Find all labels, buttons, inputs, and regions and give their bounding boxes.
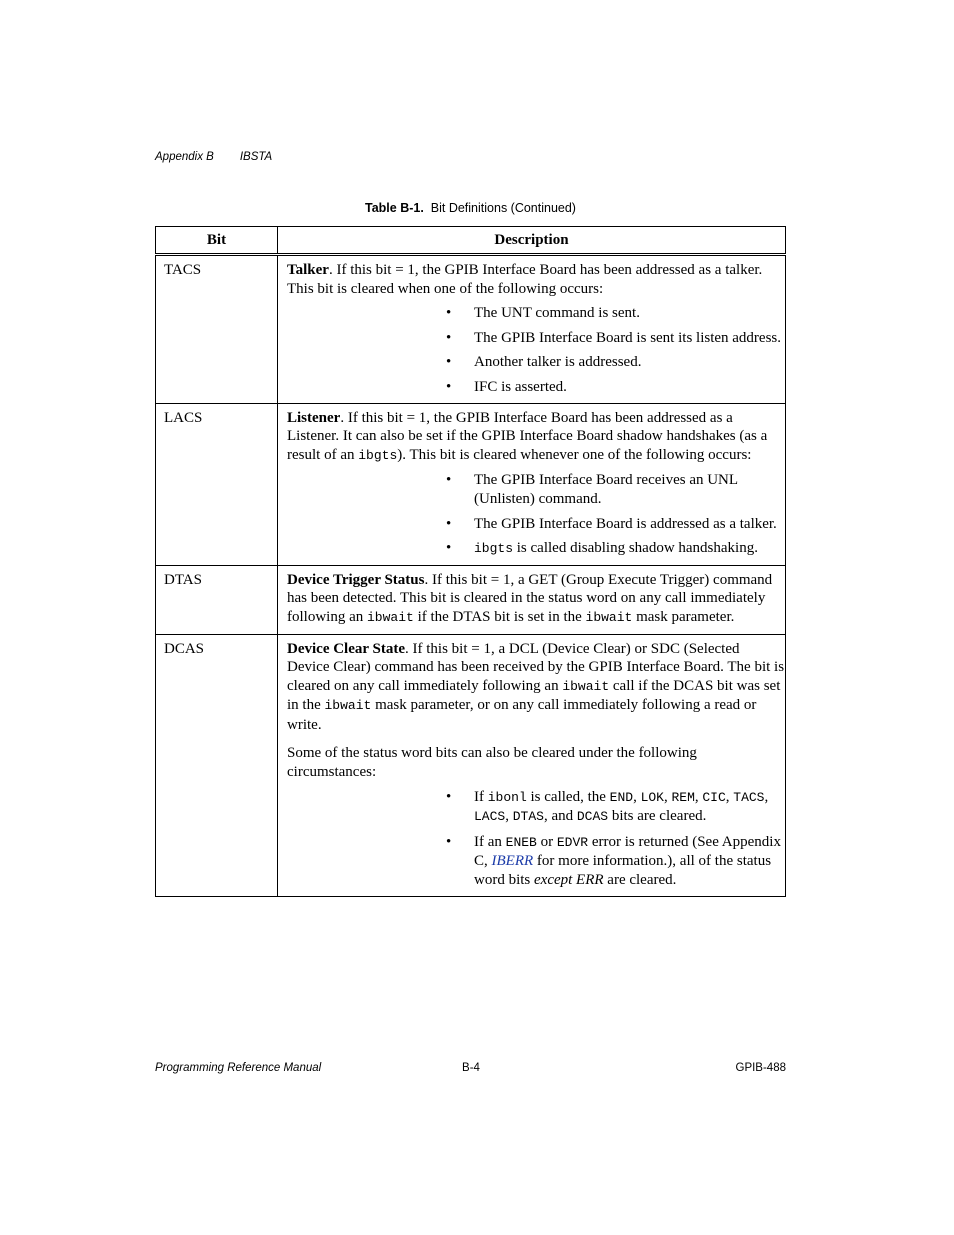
description-paragraph: Some of the status word bits can also be cleared under the following circumstances: [287,745,697,781]
description-cell [278,403,786,565]
description-text: . If this bit = 1, the GPIB Interface Board has been addressed as a Listener. It can also be set if the GPIB Interface Board shadow handshakes (as a result of an [287,409,768,463]
description-text: . If this bit = 1, a GET (Group Execute Trigger) command has been detected. This bit is cleared in the status word on any call immediately following an [287,571,773,625]
list-item-text: error is returned (See Appendix C, [474,833,781,870]
bullet-list [287,304,785,396]
code-lacs: LACS [474,809,506,825]
code-ibwait: ibwait [367,609,414,625]
bullet-list [287,471,785,558]
code-ibwait: ibwait [585,609,633,625]
separator: , [694,788,703,805]
table-row-dtas [156,565,786,634]
list-item: • Another talker is addressed. [474,353,785,372]
code-dcas: DCAS [576,809,609,825]
list-item-text: or [536,833,557,850]
list-item [474,833,785,890]
description-paragraph [287,409,785,466]
code-ibonl: ibonl [487,789,527,805]
description-cell [278,634,786,896]
code-lok: LOK [640,789,664,805]
list-item: • IFC is asserted. [474,378,785,397]
bit-cell: DCAS [156,634,278,896]
emphasis-text: except ERR [534,872,604,889]
description-text: mask parameter, or on any call immediately following a read or write. [287,697,757,733]
description-text: ). This bit is cleared whenever one of the following occurs: [397,446,752,463]
code-ibwait: ibwait [562,678,610,694]
list-item: • The GPIB Interface Board is addressed as a talker. [474,515,785,534]
code-eneb: ENEB [505,834,537,850]
running-header [155,151,272,163]
code-edvr: EDVR [556,834,589,850]
code-ibgts: ibgts [474,541,514,557]
footer-product: GPIB-488 [735,1062,786,1074]
footer-page-number: B-4 [462,1062,480,1074]
description-text: . If this bit = 1, a DCL (Device Clear) or SDC (Selected Device Clear) command has been received by the GPIB Interface Board. The bit is cleared on any call immediately following an [287,640,785,694]
code-cic: CIC [702,789,726,805]
column-header-description: Description [278,227,786,255]
table-row-dcas [156,634,786,896]
list-item-text: If [474,788,488,805]
term-bold: Device Clear State [287,640,406,657]
list-item-text: for more information.), all of the status word bits [474,853,772,889]
code-tacs: TACS [733,789,765,805]
table-row-tacs [156,255,786,404]
bullet-list [287,788,785,890]
table-caption [155,201,786,215]
column-header-bit: Bit [156,227,278,255]
code-end: END [609,789,634,805]
description-cell [278,565,786,634]
description-text: mask parameter. [632,608,735,625]
list-item-text: is called disabling shadow handshaking. [513,540,758,557]
table-row-lacs [156,403,786,565]
list-item: • The GPIB Interface Board is sent its listen address. [474,329,785,348]
header-section: Appendix B [155,151,214,163]
bit-definitions-table [155,226,786,897]
code-dtas: DTAS [512,809,544,825]
description-text: if the DTAS bit is set in the [413,608,586,625]
description-paragraph [287,640,785,735]
caption-label: Table B-1. [365,201,424,215]
bit-cell: DTAS [156,565,278,634]
separator: , [663,788,672,805]
separator: , [764,788,769,805]
table-header-row [156,227,786,255]
iberr-link[interactable]: IBERR [491,853,534,870]
description-paragraph [287,261,785,298]
term-bold: Talker [287,262,329,278]
description-cell [278,255,786,404]
description-paragraph [287,571,785,628]
list-item [474,788,785,827]
header-topic: IBSTA [239,151,273,163]
list-item-text: bits are cleared. [608,808,707,825]
footer-manual-title: Programming Reference Manual [155,1062,322,1074]
code-ibwait: ibwait [324,698,372,714]
separator: , [725,788,734,805]
description-text: call if the DCAS bit was set in the [287,677,781,714]
list-item-text: is called, the [526,788,610,805]
term-bold: Device Trigger Status [287,571,425,588]
caption-text: Bit Definitions (Continued) [430,201,576,215]
list-item-text: are cleared. [603,872,677,889]
bit-cell: LACS [156,403,278,565]
list-item: • The GPIB Interface Board receives an UNL (Unlisten) command. [474,471,785,508]
separator: , and [543,808,577,825]
separator: , [633,788,641,805]
list-item [474,539,785,559]
code-rem: REM [671,789,695,805]
code-ibgts: ibgts [358,447,398,463]
separator: , [505,808,513,825]
term-bold: Listener [287,409,341,426]
list-item: • The UNT command is sent. [474,304,785,323]
description-text: . If this bit = 1, the GPIB Interface Board has been addressed as a talker. This bit is cleared when one of the following occurs: [287,262,763,297]
bit-cell: TACS [156,255,278,404]
list-item-text: If an [474,833,506,850]
